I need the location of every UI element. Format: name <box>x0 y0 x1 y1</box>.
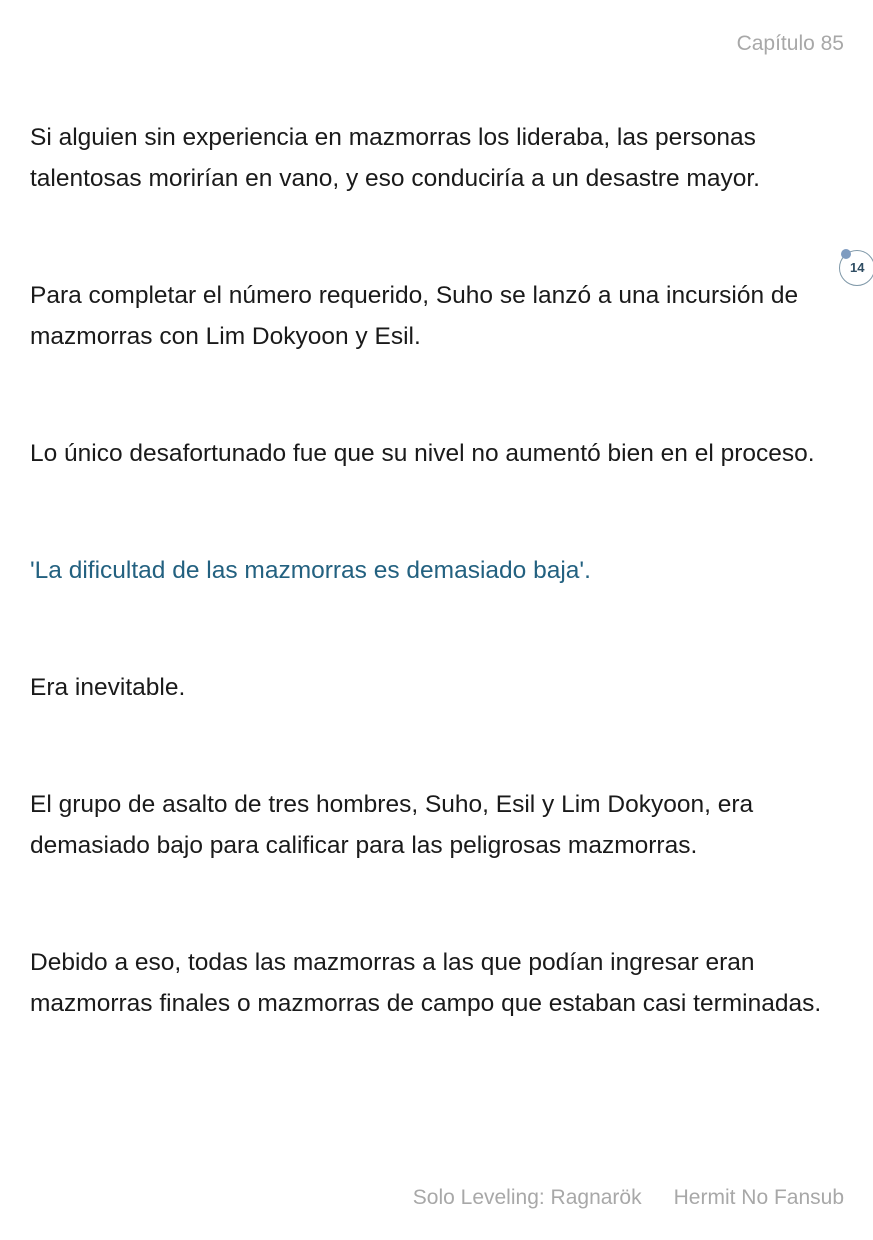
paragraph: Si alguien sin experiencia en mazmorras los lideraba, las personas talentosas morirían en vano, y eso conduciría a un desastre mayor. <box>30 124 760 192</box>
paragraph: Para completar el número requerido, Suho se lanzó a una incursión de mazmorras con Lim Dokyoon y Esil. <box>30 282 799 350</box>
reading-content <box>30 117 845 1024</box>
paragraph: Lo único desafortunado fue que su nivel no aumentó bien en el proceso. <box>30 440 815 467</box>
translator-credit: Hermit No Fansub <box>673 1186 844 1209</box>
footer <box>413 1186 844 1210</box>
page-number: 14 <box>850 260 865 275</box>
paragraph: El grupo de asalto de tres hombres, Suho, Esil y Lim Dokyoon, era demasiado bajo para calificar para las peligrosas mazmorras. <box>30 791 754 859</box>
quoted-thought: 'La dificultad de las mazmorras es demasiado baja'. <box>30 557 591 584</box>
chapter-label: Capítulo 85 <box>736 32 844 55</box>
paragraph: Era inevitable. <box>30 674 186 701</box>
paragraph: Debido a eso, todas las mazmorras a las que podían ingresar eran mazmorras finales o mazmorras de campo que estaban casi terminadas. <box>30 949 822 1017</box>
book-title: Solo Leveling: Ragnarök <box>412 1186 642 1209</box>
